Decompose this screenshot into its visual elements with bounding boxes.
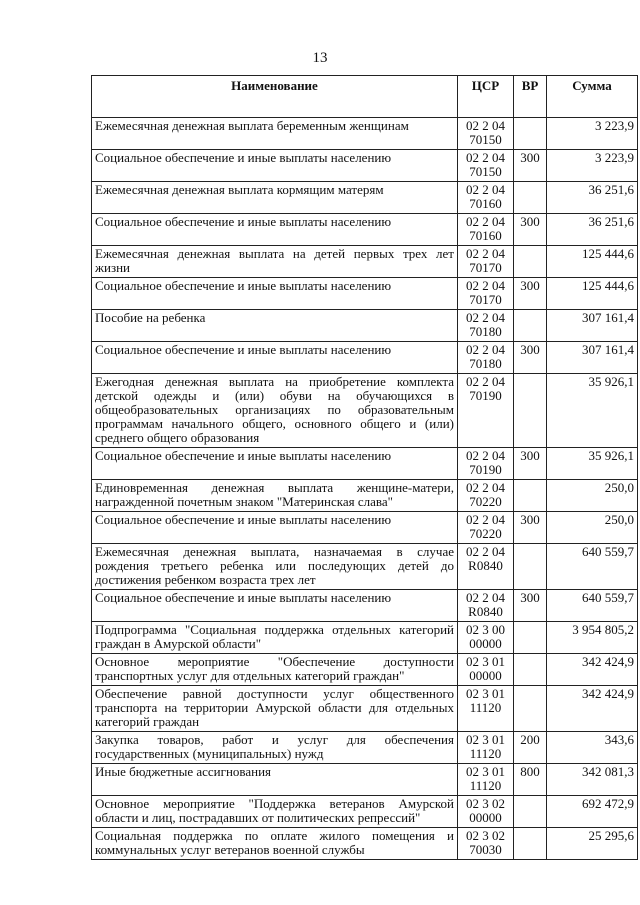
row-vr — [514, 182, 547, 214]
table-row — [92, 246, 638, 278]
row-vr: 300 — [514, 590, 547, 622]
row-name: Ежемесячная денежная выплата на детей первых трех лет жизни — [92, 246, 458, 278]
row-csr: 02 3 01 11120 — [458, 764, 514, 796]
row-name: Обеспечение равной доступности услуг общественного транспорта на территории Амурской области для отдельных категорий граждан — [92, 686, 458, 732]
row-name: Единовременная денежная выплата женщине-матери, награжденной почетным знаком "Материнская слава" — [92, 480, 458, 512]
row-sum: 692 472,9 — [547, 796, 638, 828]
row-sum: 307 161,4 — [547, 310, 638, 342]
table-row — [92, 828, 638, 860]
row-sum: 35 926,1 — [547, 448, 638, 480]
row-csr: 02 2 04 70220 — [458, 512, 514, 544]
row-vr — [514, 796, 547, 828]
row-name: Ежемесячная денежная выплата беременным женщинам — [92, 118, 458, 150]
row-vr: 300 — [514, 214, 547, 246]
row-sum: 307 161,4 — [547, 342, 638, 374]
row-csr: 02 2 04 70160 — [458, 214, 514, 246]
table-row — [92, 764, 638, 796]
row-vr — [514, 480, 547, 512]
row-sum: 36 251,6 — [547, 182, 638, 214]
table-row — [92, 654, 638, 686]
row-csr: 02 2 04 70220 — [458, 480, 514, 512]
row-sum: 640 559,7 — [547, 590, 638, 622]
row-csr: 02 2 04 R0840 — [458, 590, 514, 622]
table-row — [92, 182, 638, 214]
row-vr: 300 — [514, 150, 547, 182]
row-sum: 250,0 — [547, 512, 638, 544]
table-header-row — [92, 76, 638, 118]
row-sum: 3 223,9 — [547, 118, 638, 150]
row-vr: 300 — [514, 342, 547, 374]
row-sum: 342 424,9 — [547, 654, 638, 686]
row-sum: 640 559,7 — [547, 544, 638, 590]
row-vr: 300 — [514, 448, 547, 480]
row-vr: 300 — [514, 278, 547, 310]
row-vr — [514, 622, 547, 654]
row-csr: 02 2 04 R0840 — [458, 544, 514, 590]
row-csr: 02 2 04 70150 — [458, 118, 514, 150]
table-row — [92, 150, 638, 182]
row-name: Социальная поддержка по оплате жилого помещения и коммунальных услуг ветеранов военной службы — [92, 828, 458, 860]
header-csr: ЦСР — [458, 76, 514, 118]
row-csr: 02 2 04 70180 — [458, 342, 514, 374]
row-name: Социальное обеспечение и иные выплаты населению — [92, 150, 458, 182]
budget-table — [91, 75, 638, 860]
row-vr — [514, 246, 547, 278]
row-name: Социальное обеспечение и иные выплаты населению — [92, 448, 458, 480]
row-name: Основное мероприятие "Обеспечение доступности транспортных услуг для отдельных категорий граждан" — [92, 654, 458, 686]
header-sum: Сумма — [547, 76, 638, 118]
header-name: Наименование — [92, 76, 458, 118]
row-vr: 300 — [514, 512, 547, 544]
row-vr — [514, 544, 547, 590]
row-sum: 35 926,1 — [547, 374, 638, 448]
table-row — [92, 796, 638, 828]
row-name: Подпрограмма "Социальная поддержка отдельных категорий граждан в Амурской области" — [92, 622, 458, 654]
row-sum: 342 081,3 — [547, 764, 638, 796]
row-name: Ежемесячная денежная выплата, назначаемая в случае рождения третьего ребенка или последующих детей до достижения ребенком возраста трех лет — [92, 544, 458, 590]
row-sum: 125 444,6 — [547, 278, 638, 310]
row-csr: 02 2 04 70150 — [458, 150, 514, 182]
row-csr: 02 2 04 70170 — [458, 246, 514, 278]
table-row — [92, 512, 638, 544]
row-name: Социальное обеспечение и иные выплаты населению — [92, 278, 458, 310]
row-csr: 02 3 00 00000 — [458, 622, 514, 654]
row-vr — [514, 686, 547, 732]
table-row — [92, 622, 638, 654]
header-vr: ВР — [514, 76, 547, 118]
row-csr: 02 2 04 70160 — [458, 182, 514, 214]
table-row — [92, 590, 638, 622]
row-csr: 02 3 02 00000 — [458, 796, 514, 828]
row-csr: 02 2 04 70190 — [458, 374, 514, 448]
table-row — [92, 480, 638, 512]
table-row — [92, 448, 638, 480]
table-row — [92, 732, 638, 764]
row-vr — [514, 310, 547, 342]
row-vr — [514, 118, 547, 150]
row-name: Социальное обеспечение и иные выплаты населению — [92, 342, 458, 374]
table-row — [92, 278, 638, 310]
row-name: Основное мероприятие "Поддержка ветеранов Амурской области и лиц, пострадавших от политических репрессий" — [92, 796, 458, 828]
row-name: Закупка товаров, работ и услуг для обеспечения государственных (муниципальных) нужд — [92, 732, 458, 764]
row-name: Социальное обеспечение и иные выплаты населению — [92, 590, 458, 622]
row-sum: 125 444,6 — [547, 246, 638, 278]
table-row — [92, 374, 638, 448]
row-vr — [514, 374, 547, 448]
row-csr: 02 2 04 70170 — [458, 278, 514, 310]
row-name: Социальное обеспечение и иные выплаты населению — [92, 512, 458, 544]
row-vr — [514, 828, 547, 860]
row-csr: 02 3 02 70030 — [458, 828, 514, 860]
row-sum: 343,6 — [547, 732, 638, 764]
row-csr: 02 2 04 70190 — [458, 448, 514, 480]
row-sum: 25 295,6 — [547, 828, 638, 860]
row-name: Социальное обеспечение и иные выплаты населению — [92, 214, 458, 246]
table-row — [92, 342, 638, 374]
table-row — [92, 214, 638, 246]
row-name: Ежегодная денежная выплата на приобретение комплекта детской одежды и (или) обуви на обучающихся в общеобразовательных организациях по образовательным программам начального общего, основного общего и (или) среднего общего образования — [92, 374, 458, 448]
row-sum: 342 424,9 — [547, 686, 638, 732]
table-row — [92, 118, 638, 150]
table-row — [92, 686, 638, 732]
row-name: Иные бюджетные ассигнования — [92, 764, 458, 796]
row-csr: 02 2 04 70180 — [458, 310, 514, 342]
table-row — [92, 544, 638, 590]
row-csr: 02 3 01 00000 — [458, 654, 514, 686]
row-sum: 3 223,9 — [547, 150, 638, 182]
table-row — [92, 310, 638, 342]
row-sum: 36 251,6 — [547, 214, 638, 246]
row-sum: 250,0 — [547, 480, 638, 512]
row-csr: 02 3 01 11120 — [458, 732, 514, 764]
row-name: Ежемесячная денежная выплата кормящим матерям — [92, 182, 458, 214]
row-vr: 200 — [514, 732, 547, 764]
row-sum: 3 954 805,2 — [547, 622, 638, 654]
row-vr: 800 — [514, 764, 547, 796]
row-csr: 02 3 01 11120 — [458, 686, 514, 732]
page-number: 13 — [312, 50, 328, 66]
row-vr — [514, 654, 547, 686]
row-name: Пособие на ребенка — [92, 310, 458, 342]
